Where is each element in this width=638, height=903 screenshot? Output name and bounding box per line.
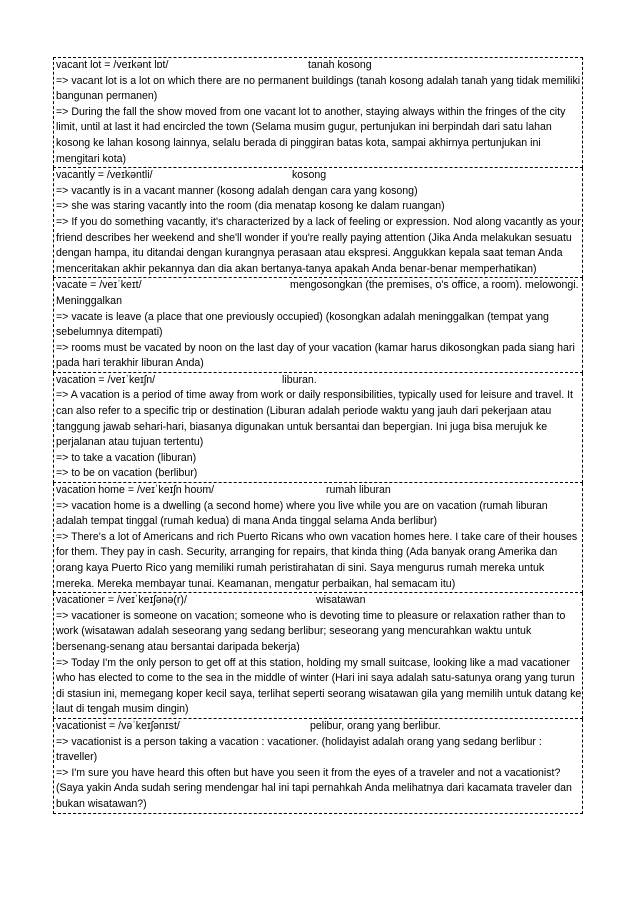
entry-line: => During the fall the show moved from one vacant lot to another, staying always within the fringes of the city limit, until at last it had encircled the town (Selama musim gugur, pertunjukan ini berpindah dari satu lahan kosong ke lahan kosong lainnya, selalu berada di pinggiran batas kota, sampai akhirnya pertunjukan ini mengitari kota) (56, 105, 566, 165)
glossary-entry (53, 373, 583, 483)
entry-line: => she was staring vacantly into the room (dia menatap kosong ke dalam ruangan) (56, 200, 445, 213)
glossary-entry (53, 483, 583, 593)
entry-word: vacantly = /veɪkəntli/ (56, 169, 153, 182)
entry-line: => A vacation is a period of time away from work or daily responsibilities, typically used for leisure and travel. It can also refer to a specific trip or destination (Liburan adalah periode waktu yang jauh dari pekerjaan atau tanggung jawab sehari-hari, biasanya digunakan untuk bersantai dan bepergian. Ini juga bisa merujuk ke perjalanan atau tujuan tertentu) (56, 389, 573, 449)
glossary-entry (53, 168, 583, 278)
entry-translation: pelibur, orang yang berlibur. (310, 719, 441, 732)
entry-translation: mengosongkan (the premises, o's office, a room). melowongi. Meninggalkan (56, 279, 579, 307)
entry-line: => If you do something vacantly, it's characterized by a lack of feeling or expression. Nod along vacantly as your friend describes her weekend and she'll wonder if you're really paying attention (Jika Anda melakukan sesuatu dengan hampa, itu ditandai dengan kurangnya perasaan atau ekspresi. Anggukkan kepala saat teman Anda menceritakan akhir pekannya dan dia akan bertanya-tanya apakah Anda benar-benar memperhatikan) (56, 215, 581, 275)
entry-header (56, 278, 582, 309)
entry-line: => vacant lot is a lot on which there are no permanent buildings (tanah kosong adalah tanah yang tidak memiliki bangunan permanen) (56, 74, 581, 103)
entry-header (56, 58, 582, 74)
entry-header (56, 168, 582, 184)
entry-line: => Today I'm the only person to get off at this station, holding my small suitcase, looking like a mad vacationer who has elected to come to the sea in the middle of winter (Hari ini saya adalah satu-satunya orang yang turun di stasiun ini, memegang koper kecil saya, terlihat seperti seorang wisatawan gila yang memilih untuk datang ke laut di tengah musim dingin) (56, 656, 582, 716)
glossary-entry (53, 593, 583, 719)
entry-word: vacationer = /veɪˈkeɪʃənə(r)/ (56, 594, 187, 607)
entry-line: => I'm sure you have heard this often but have you seen it from the eyes of a traveler and not a vacationist? (Saya yakin Anda sudah sering mendengar hal ini tapi pernahkah Anda melihatnya dari kacamata traveler dan bukan wisatawan?) (56, 766, 572, 810)
entry-word: vacate = /veɪˈkeɪt/ (56, 279, 142, 292)
glossary-entry (53, 57, 583, 168)
entry-line: => vacantly is in a vacant manner (kosong adalah dengan cara yang kosong) (56, 184, 418, 197)
entry-line: => vacationer is someone on vacation; someone who is devoting time to pleasure or relaxation rather than to work (wisatawan adalah seseorang yang sedang berlibur; seseorang yang mencurahkan waktu untuk bersenang-senang atau bersantai daripada bekerja) (56, 609, 566, 653)
entry-word: vacation = /veɪˈkeɪʃn/ (56, 373, 156, 386)
entry-line: => to be on vacation (berlibur) (56, 467, 198, 480)
entry-header (56, 719, 582, 735)
entry-translation: wisatawan (316, 594, 366, 607)
entry-translation: kosong (292, 169, 327, 182)
entry-line: => vacate is leave (a place that one previously occupied) (kosongkan adalah meninggalkan (tempat yang sebelumnya ditempati) (56, 310, 549, 339)
entry-line: => vacationist is a person taking a vacation : vacationer. (holidayist adalah orang yang sedang berlibur : traveller) (56, 735, 542, 764)
entry-line: => vacation home is a dwelling (a second home) where you live while you are on vacation (rumah liburan adalah tempat tinggal (rumah kedua) di mana Anda tinggal selama Anda berlibur) (56, 499, 548, 528)
entry-line: => rooms must be vacated by noon on the last day of your vacation (kamar harus dikosongkan pada siang hari pada hari terakhir liburan Anda) (56, 341, 575, 370)
entry-header (56, 593, 582, 609)
glossary-page (53, 57, 583, 814)
entry-header (56, 483, 582, 499)
entry-word: vacation home = /veɪˈkeɪʃn hoʊm/ (56, 484, 215, 497)
entry-word: vacant lot = /veɪkənt lɒt/ (56, 59, 169, 71)
entry-header (56, 373, 582, 389)
glossary-entry (53, 719, 583, 814)
entry-line: => There's a lot of Americans and rich Puerto Ricans who own vacation homes here. I take care of their houses for them. They pay in cash. Security, arranging for repairs, that kinda thing (Ada banyak orang Amerika dan orang kaya Puerto Rico yang memiliki rumah peristirahatan di sini. Saya mengurus rumah mereka untuk mereka. Mereka membayar tunai. Keamanan, mengatur perbaikan, hal semacam itu) (56, 530, 578, 590)
entry-translation: tanah kosong (308, 59, 372, 71)
glossary-entry (53, 278, 583, 373)
entry-translation: liburan. (282, 373, 317, 386)
entry-translation: rumah liburan (326, 484, 391, 497)
entry-line: => to take a vacation (liburan) (56, 451, 197, 464)
entry-word: vacationist = /vəˈkeɪʃənɪst/ (56, 719, 180, 732)
